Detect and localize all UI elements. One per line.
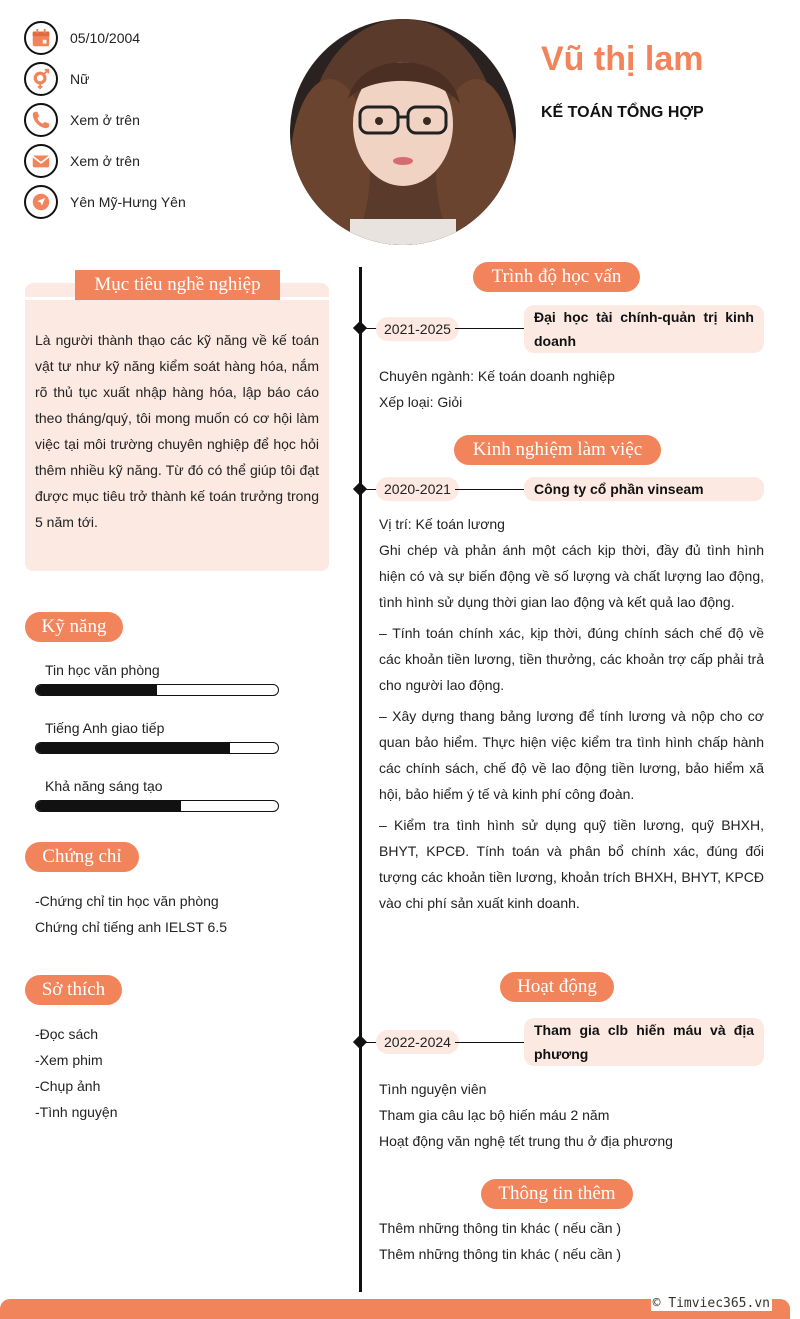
- contact-email: [24, 144, 140, 178]
- hobby-item: -Đọc sách: [35, 1026, 99, 1042]
- education-details: [379, 363, 764, 415]
- experience-paragraph: Ghi chép và phản ánh một cách kịp thời, đầy đủ tình hình hiện có và sự biến động về số lượng và chất lượng lao động, tình hình sử dụng thời gian lao động và kết quả lao động.: [379, 542, 764, 610]
- candidate-name: Vũ thị lam: [541, 40, 704, 78]
- skills-title: Kỹ năng: [25, 612, 123, 642]
- skill-bar: [35, 742, 279, 754]
- education-major: Chuyên ngành: Kế toán doanh nghiệp: [379, 368, 615, 384]
- skill-bar-fill: [36, 685, 157, 695]
- footer-credit: © Timviec365.vn: [652, 1296, 770, 1311]
- contact-gender: [24, 62, 89, 96]
- gender-icon: [24, 62, 58, 96]
- skill-bar: [35, 684, 279, 696]
- education-school: Đại học tài chính-quản trị kinh doanh: [524, 305, 764, 353]
- activities-details: [379, 1076, 764, 1154]
- address-text: Yên Mỹ-Hưng Yên: [70, 194, 186, 210]
- experience-period: 2020-2021: [376, 477, 459, 501]
- phone-icon: [24, 103, 58, 137]
- skill-bar-fill: [36, 743, 230, 753]
- hobby-item: -Tình nguyện: [35, 1104, 118, 1120]
- hobby-item: -Chụp ảnh: [35, 1078, 101, 1094]
- timeline-connector: [455, 489, 525, 490]
- skill-label: Tiếng Anh giao tiếp: [45, 720, 165, 736]
- education-title: Trình độ học vấn: [473, 262, 640, 292]
- certificates-title: Chứng chỉ: [25, 842, 139, 872]
- experience-position: Vị trí: Kế toán lương: [379, 516, 505, 532]
- skill-bar: [35, 800, 279, 812]
- contact-address: [24, 185, 186, 219]
- phone-text: Xem ở trên: [70, 112, 140, 128]
- avatar: [290, 19, 516, 245]
- more-info-item: Thêm những thông tin khác ( nếu cần ): [379, 1220, 622, 1236]
- gender-text: Nữ: [70, 71, 90, 87]
- timeline-line: [359, 267, 362, 1292]
- hobbies-title: Sở thích: [25, 975, 122, 1005]
- education-grade: Xếp loại: Giỏi: [379, 394, 463, 410]
- experience-paragraph: – Xây dựng thang bảng lương để tính lương và nộp cho cơ quan bảo hiểm. Thực hiện việc kiểm tra tình hình chấp hành các chính sách, chế độ về lao động tiền lương, bảo hiểm xã hội, bảo hiểm ý tế và kinh phí công đoàn.: [379, 708, 764, 802]
- activity-item: Tình nguyện viên: [379, 1081, 487, 1097]
- experience-paragraph: – Kiểm tra tình hình sử dụng quỹ tiền lương, quỹ BHXH, BHYT, KPCĐ. Tính toán và phân bổ chính xác, đúng đối tượng các khoản tiền lương, khoản trích BHXH, BHYT, KPCĐ vào chi phí sản xuất kinh doanh.: [379, 817, 764, 911]
- certificate-item: -Chứng chỉ tin học văn phòng: [35, 893, 219, 909]
- envelope-icon: [24, 144, 58, 178]
- profile-photo: [290, 19, 516, 245]
- activity-item: Hoạt động văn nghệ tết trung thu ở địa phương: [379, 1133, 673, 1149]
- certificate-item: Chứng chỉ tiếng anh IELST 6.5: [35, 919, 228, 935]
- certificates-list: [35, 888, 227, 940]
- skill-label: Khả năng sáng tạo: [45, 778, 163, 794]
- calendar-icon: [24, 21, 58, 55]
- birthday-text: 05/10/2004: [70, 30, 141, 46]
- skill-label: Tin học văn phòng: [45, 662, 160, 678]
- objective-title: Mục tiêu nghề nghiệp: [75, 270, 280, 300]
- timeline-connector: [455, 328, 525, 329]
- hobby-item: -Xem phim: [35, 1052, 103, 1068]
- hobbies-list: [35, 1021, 118, 1125]
- more-info-title: Thông tin thêm: [481, 1179, 633, 1209]
- objective-text: Là người thành thạo các kỹ năng về kế toán vật tư như kỹ năng kiểm soát hàng hóa, nắm rõ thủ tục xuất nhập hàng hóa, lập báo cáo theo tháng/quý, tôi mong muốn có cơ hội làm việc tại môi trường chuyên nghiệp để học hỏi thêm nhiều kỹ năng. Từ đó có thể giúp tôi đạt được mục tiêu trở thành kế toán trưởng trong 5 năm tới.: [35, 332, 319, 530]
- activities-organization: Tham gia clb hiến máu và địa phương: [524, 1018, 764, 1066]
- location-icon: [24, 185, 58, 219]
- experience-company: Công ty cổ phần vinseam: [524, 477, 764, 501]
- more-info-item: Thêm những thông tin khác ( nếu cần ): [379, 1246, 622, 1262]
- timeline-connector: [455, 1042, 525, 1043]
- experience-paragraph: – Tính toán chính xác, kịp thời, đúng chính sách chế độ về các khoản tiền lương, tiền thưởng, các khoản trợ cấp phải trả cho người lao động.: [379, 625, 764, 693]
- education-period: 2021-2025: [376, 317, 459, 341]
- skill-bar-fill: [36, 801, 181, 811]
- more-info-details: [379, 1215, 764, 1267]
- job-title: KẾ TOÁN TỔNG HỢP: [541, 104, 704, 121]
- email-text: Xem ở trên: [70, 153, 140, 169]
- activity-item: Tham gia câu lạc bộ hiến máu 2 năm: [379, 1107, 610, 1123]
- experience-title: Kinh nghiệm làm việc: [454, 435, 661, 465]
- experience-details: [379, 511, 764, 921]
- contact-birthday: [24, 21, 140, 55]
- activities-period: 2022-2024: [376, 1030, 459, 1054]
- contact-phone: [24, 103, 140, 137]
- activities-title: Hoạt động: [500, 972, 614, 1002]
